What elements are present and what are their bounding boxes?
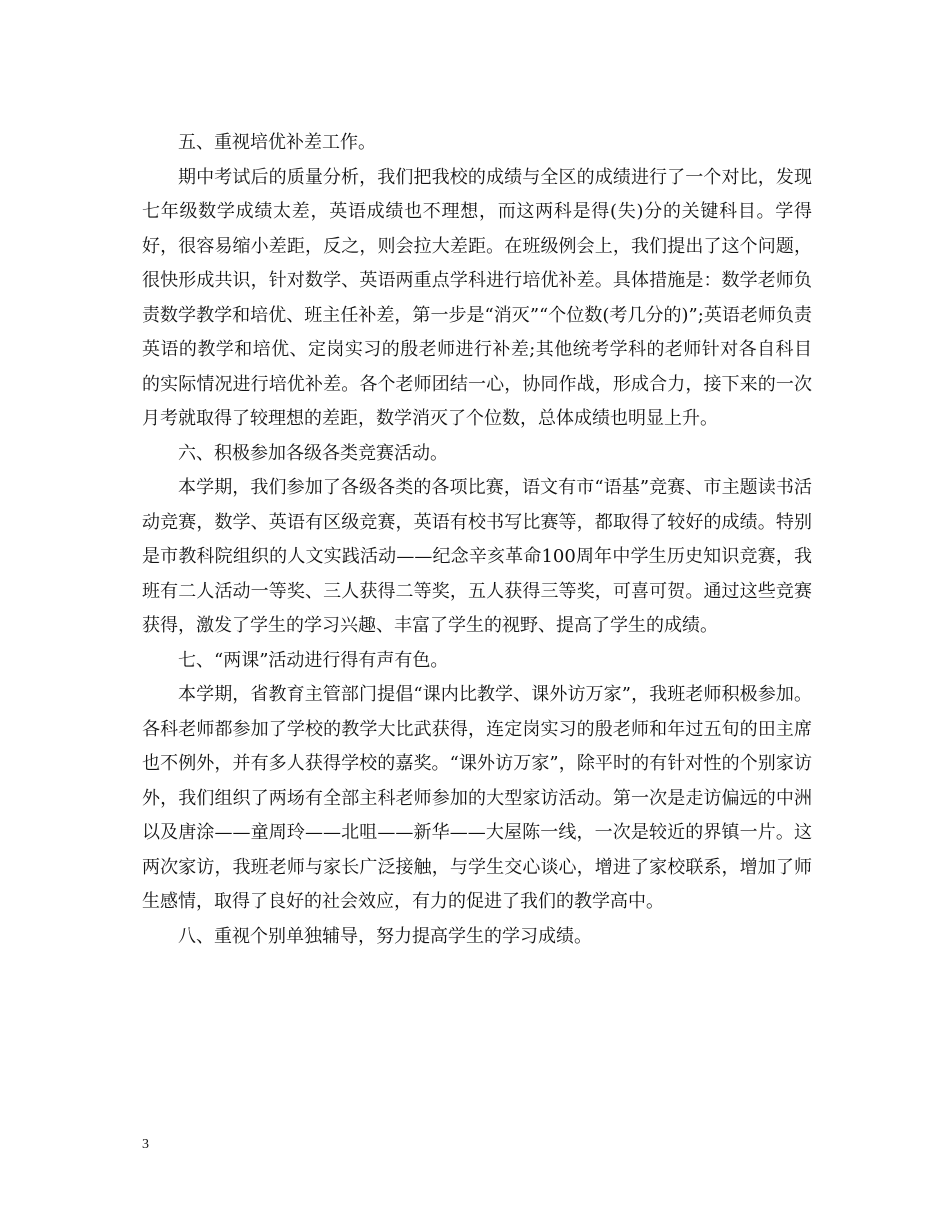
document-body [142,126,812,954]
section-6-paragraph: 本学期，我们参加了各级各类的各项比赛，语文有市“语基”竞赛、市主题读书活动竞赛，数学、英语有区级竞赛，英语有校书写比赛等，都取得了较好的成绩。特别是市教科院组织的人文实践活动——纪念辛亥革命100周年中学生历史知识竞赛，我班有二人活动一等奖、三人获得二等奖，五人获得三等奖，可喜可贺。通过这些竞赛获得，激发了学生的学习兴趣、丰富了学生的视野、提高了学生的成绩。 [142,477,812,636]
section-heading-8: 八、重视个别单独辅导，努力提高学生的学习成绩。 [178,925,592,947]
section-heading-7: 七、“两课”活动进行得有声有色。 [178,649,449,671]
section-heading-6: 六、积极参加各级各类竞赛活动。 [178,442,448,464]
page-number: 3 [142,1137,149,1152]
section-heading-5: 五、重视培优补差工作。 [178,132,376,153]
section-7-paragraph: 本学期，省教育主管部门提倡“课内比教学、课外访万家”，我班老师积极参加。各科老师都参加了学校的教学大比武获得，连定岗实习的殷老师和年过五旬的田主席也不例外，并有多人获得学校的嘉奖。“课外访万家”，除平时的有针对性的个别家访外，我们组织了两场有全部主科老师参加的大型家访活动。第一次是走访偏远的中洲以及唐涂——童周玲——北咀——新华——大屋陈一线，一次是较近的界镇一片。这两次家访，我班老师与家长广泛接触，与学生交心谈心，增进了家校联系，增加了师生感情，取得了良好的社会效应，有力的促进了我们的教学高中。 [142,684,812,912]
section-5-paragraph: 期中考试后的质量分析，我们把我校的成绩与全区的成绩进行了一个对比，发现七年级数学成绩太差，英语成绩也不理想，而这两科是得(失)分的关键科目。学得好，很容易缩小差距，反之，则会拉大差距。在班级例会上，我们提出了这个问题，很快形成共识，针对数学、英语两重点学科进行培优补差。具体措施是：数学老师负责数学教学和培优、班主任补差，第一步是“消灭”“个位数(考几分的)”;英语老师负责英语的教学和培优、定岗实习的殷老师进行补差;其他统考学科的老师针对各自科目的实际情况进行培优补差。各个老师团结一心，协同作战，形成合力，接下来的一次月考就取得了较理想的差距，数学消灭了个位数，总体成绩也明显上升。 [142,166,812,429]
